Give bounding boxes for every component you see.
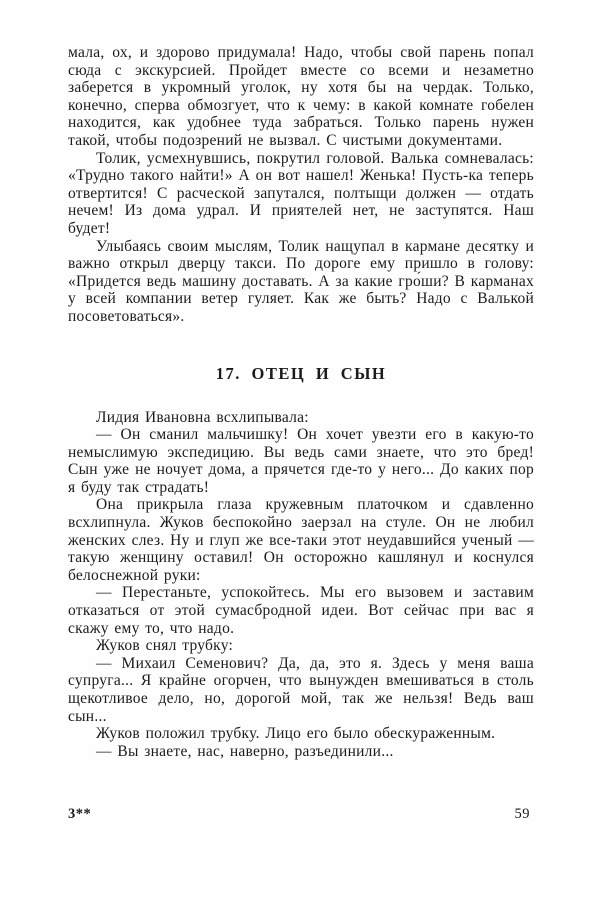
paragraph: — Михаил Семенович? Да, да, это я. Здесь у меня ваша супруга... Я крайне огорчен, что вынужден вмешиваться в столь щекотливое дело, но, дорогой мой, так же нельзя! Ведь ваш сын... xyxy=(68,654,534,725)
paragraph: Лидия Ивановна всхлипывала: xyxy=(96,408,309,426)
paragraph: Жуков снял трубку: xyxy=(96,637,234,655)
page-number: 59 xyxy=(514,806,530,822)
chapter-heading: 17. ОТЕЦ И СЫН xyxy=(215,363,387,383)
page-footer xyxy=(68,806,530,823)
paragraph: Толик, усмехнувшись, покрутил головой. Валька сомневалась: «Трудно такого найти!» А он вот нашел! Женька! Пусть-ка теперь отвертится! С расческой запутался, полтыщи должен — отдать нечем! Из дома удрал. И приятелей нет, не заступятся. Наш будет! xyxy=(68,149,534,237)
signature-mark: 3** xyxy=(68,806,92,822)
text-block xyxy=(68,44,534,760)
paragraph: Улыбаясь своим мыслям, Толик нащупал в кармане десятку и важно открыл дверцу такси. По дороге ему пришло в голову: «Придется ведь машину доставать. А за какие гро́ши? В карманах у всей компании ветер гуляет. Как же быть? Надо с Валькой посоветоваться». xyxy=(68,237,534,325)
paragraph: Жуков положил трубку. Лицо его было обескураженным. xyxy=(96,725,496,743)
paragraph: мала, ох, и здорово придумала! Надо, чтобы свой парень попал сюда с экскурсией. Пройдет вместе со всеми и незаметно заберется в укромный уголок, ну хотя бы на чердак. Только, конечно, сперва обмозгует, что к чему: в какой комнате гобелен находится, как удобнее туда забраться. Только парень нужен такой, чтобы подозрений не вызвал. С чистыми документами. xyxy=(68,44,534,149)
paragraph: — Он сманил мальчишку! Он хочет увезти его в какую-то немыслимую экспедицию. Вы ведь сами знаете, что это бред! Сын уже не ночует дома, а прячется где-то у него... До каких пор я буду так страдать! xyxy=(68,426,534,496)
paragraph: Она прикрыла глаза кружевным платочком и сдавленно всхлипнула. Жуков беспокойно заерзал на стуле. Он не любил женских слез. Ну и глуп же все-таки этот неудавшийся ученый — такую женщину оставил! Он осторожно кашлянул и коснулся белоснежной руки: xyxy=(68,496,534,584)
paragraph: — Перестаньте, успокойтесь. Мы его вызовем и заставим отказаться от этой сумасбродной идеи. Вот сейчас при вас я скажу ему то, что надо. xyxy=(68,584,534,637)
paragraph: — Вы знаете, нас, наверно, разъединили... xyxy=(96,742,394,760)
